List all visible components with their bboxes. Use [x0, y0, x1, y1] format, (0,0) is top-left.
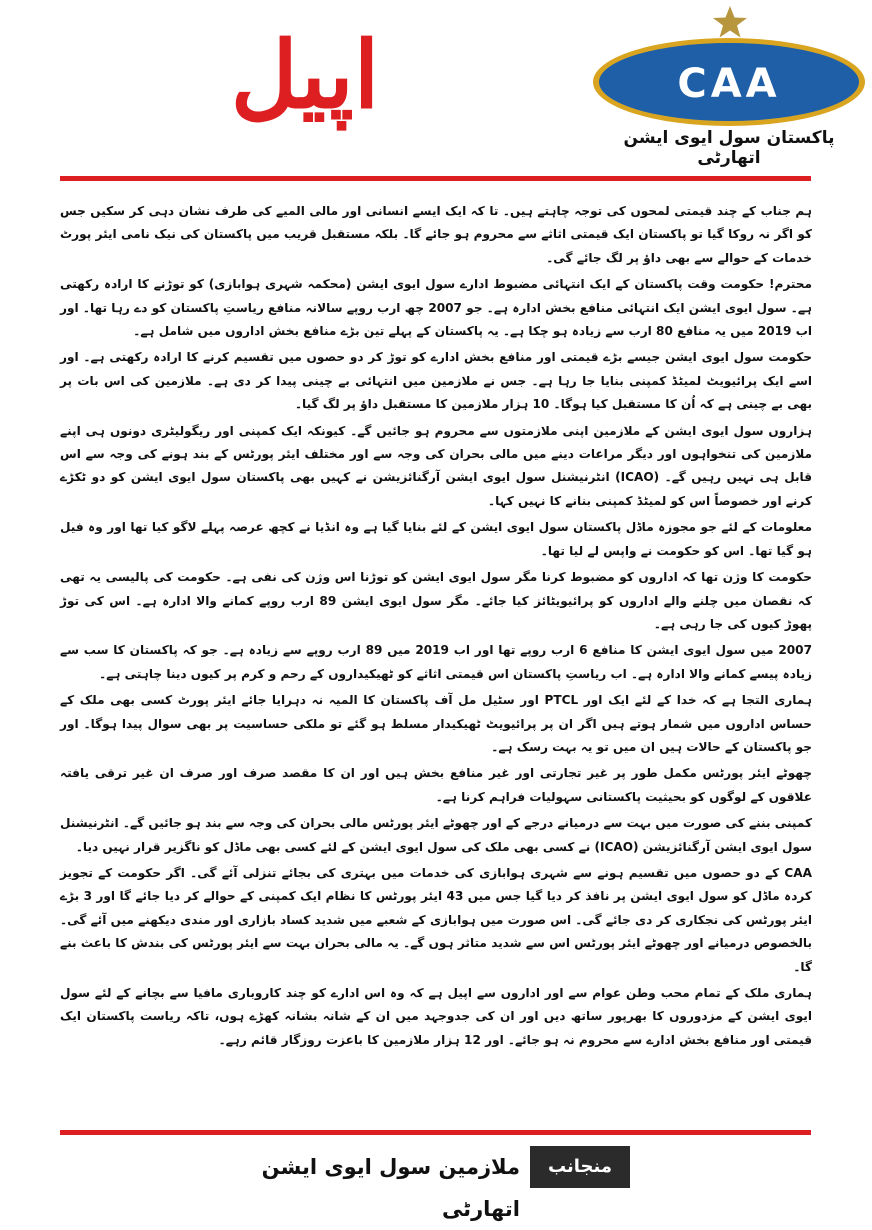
star-icon	[713, 6, 747, 38]
paragraph: ہماری ملک کے تمام محب وطن عوام سے اور اداروں سے اپیل ہے کہ وہ اس ادارے کو چند کاروباری مافیا سے بچانے کے لئے سول ایوی ایشن کے مزدوروں کا بھرپور ساتھ دیں اور ان کی جدوجہد میں ان کے شانہ بشانہ کھڑے ہوں، تاکہ ریاست پاکستان ایک قیمتی اور منافع بخش ادارے سے محروم نہ ہو جائے۔ اور 12 ہزار ملازمین کا باعزت روزگار قائم رہے۔	[60, 986, 812, 1047]
paragraph: ہزاروں سول ایوی ایشن کے ملازمین اپنی ملازمتوں سے محروم ہو جائیں گے۔ کیونکہ ایک کمپنی اور ریگولیٹری دونوں ہی اپنے ملازمین کی تنخواہوں اور دیگر مراعات دینے میں مالی بحران کی وجہ سے اور مختلف ایئر پورٹس کے بند ہونے کی وجہ سے اس قابل ہی نہیں رہیں گے۔ (ICAO) انٹرنیشنل سول ایوی ایشن آرگنائزیشن نے کہیں بھی پاکستان سول ایوی ایشن کو دو ٹکڑے کرنے اور خصوصاً اس کو لمیٹڈ کمپنی بنانے کا نہیں کہا۔	[60, 423, 813, 508]
logo-text: CAA	[677, 61, 781, 107]
organization-name: پاکستان سول ایوی ایشن اتھارٹی	[623, 128, 835, 168]
paragraph: کمپنی بننے کی صورت میں بہت سے درمیانے درجے کے اور چھوٹے ایئر پورٹس مالی بحران کی وجہ سے بند ہو جائیں گے۔ انٹرنیشنل سول ایوی ایشن آرگنائزیشن (ICAO) نے کسی بھی ملک کی سول ایوی ایشن کے لئے کسی بھی ماڈل کو ناگزیر قرار نہیں دیا۔	[60, 816, 812, 854]
paragraph: محترم! حکومت وقت پاکستان کے ایک انتہائی مضبوط ادارے سول ایوی ایشن (محکمہ شہری ہوابازی) کو توڑنے کا ارادہ رکھتی ہے۔ سول ایوی ایشن ایک انتہائی منافع بخش ادارہ ہے۔ جو 2007 چھ ارب روپے سالانہ منافع ریاستِ پاکستان کو دے رہا تھا۔ اور اب 2019 میں یہ منافع 80 ارب سے زیادہ ہو چکا ہے۔ یہ پاکستان کے پہلے تین بڑے منافع بخش اداروں میں شامل ہے۔	[60, 277, 813, 339]
caa-emblem-icon	[590, 0, 868, 130]
bottom-divider	[60, 1130, 811, 1135]
appeal-title: اپیل	[230, 21, 380, 129]
paragraph: حکومت سول ایوی ایشن جیسے بڑے قیمتی اور منافع بخش ادارے کو توڑ کر دو حصوں میں تقسیم کرنے کا ارادہ رکھتی ہے۔ اور اسے ایک پرائیویٹ لمیٹڈ کمپنی بنایا جا رہا ہے۔ جس نے ملازمین میں انتہائی بے چینی پیدا کر دی ہے۔ ملازمین کی اس بات پر بھی بے چینی ہے کہ اُن کا مستقبل کیا ہوگا۔ 10 ہزار ملازمین کا مستقبل داؤ پر لگ گیا۔	[60, 350, 812, 412]
document-header	[0, 0, 872, 190]
paragraph: ہم جناب کے چند قیمتی لمحوں کی توجہ چاہتے ہیں۔ تا کہ ایک ایسے انسانی اور مالی المیے کی طرف نشان دہی کر سکیں جس کو اگر نہ روکا گیا تو پاکستان ایک قیمتی اثاثے سے محروم ہو جائے گا۔ بلکہ مستقبل قریب میں پاکستان کی نیک نامی ایئر پورٹ خدمات کے حوالے سے بھی داؤ پر لگ جائے گی۔	[60, 204, 812, 265]
appeal-body	[60, 200, 812, 1055]
signatory-name: ملازمین سول ایوی ایشن اتھارٹی	[261, 1155, 520, 1221]
paragraph: CAA کے دو حصوں میں تقسیم ہونے سے شہری ہوابازی کی خدمات میں بہتری کی بجائے تنزلی آئے گی۔ اگر حکومت کے تجویز کردہ ماڈل کو سول ایوی ایشن پر نافذ کر دیا گیا جس میں 43 ایئر پورٹس کا نظام ایک کمپنی کے حوالے کر دیا جائے گا اور 3 بڑے ایئر پورٹس کی نجکاری کر دی جائے گی۔ اس صورت میں ہوابازی کے شعبے میں شدید کساد بازاری اور مندی دیکھنے میں آئے گی۔ بالخصوص درمیانے اور چھوٹے ایئر پورٹس اس سے شدید متاثر ہوں گے۔ یہ مالی بحران بہت سے ایئر پورٹس کی بندش کا باعث بنے گا۔	[60, 865, 812, 974]
top-divider	[60, 176, 811, 181]
paragraph: حکومت کا وژن تھا کہ اداروں کو مضبوط کرنا مگر سول ایوی ایشن کو توڑنا اس وژن کی نفی ہے۔ حکومت کی پالیسی یہ تھی کہ نقصان میں چلنے والے اداروں کو پرائیویٹائز کیا جائے۔ مگر سول ایوی ایشن 89 ارب روپے کمانے والا ادارہ ہے۔ اس کی توڑ پھوڑ کیوں کی جا رہی ہے۔	[60, 570, 812, 631]
paragraph: معلومات کے لئے جو مجوزہ ماڈل پاکستان سول ایوی ایشن کے لئے بنایا گیا ہے وہ انڈیا نے کچھ عرصہ پہلے لاگو کیا تھا اور وہ فیل ہو گیا تھا۔ اس کو حکومت نے واپس لے لیا تھا۔	[60, 520, 812, 558]
paragraph: 2007 میں سول ایوی ایشن کا منافع 6 ارب روپے تھا اور اب 2019 میں 89 ارب روپے سے زیادہ ہے۔ جو کہ پاکستان کا سب سے زیادہ پیسے کمانے والا ادارہ ہے۔ اب ریاستِ پاکستان اس قیمتی اثاثے کو ٹھیکیداروں کے رحم و کرم پر کیوں دینا چاہتی ہے۔	[60, 643, 812, 681]
caa-logo	[590, 0, 868, 190]
from-label: منجانب	[530, 1146, 630, 1188]
signature-block	[230, 1146, 630, 1221]
paragraph: چھوٹے ایئر پورٹس مکمل طور پر غیر تجارتی اور غیر منافع بخش ہیں اور ان کا مقصد صرف اور صرف ان غیر ترقی یافتہ علاقوں کے لوگوں کو بحیثیت پاکستانی سہولیات فراہم کرنا ہے۔	[60, 766, 812, 804]
paragraph: ہماری التجا ہے کہ خدا کے لئے ایک اور PTCL اور سٹیل مل آف پاکستان کا المیہ نہ دہرایا جائے ایئر پورٹ کسی بھی ملک کے حساس اداروں میں شمار ہوتے ہیں اگر ان پر پرائیویٹ ٹھیکیدار مسلط ہو گئے تو ملکی حساسیت پر بھی سوال پیدا ہوگا۔ اور جو پاکستان کے حالات ہیں ان میں تو یہ بہت رسک ہے۔	[60, 693, 812, 754]
